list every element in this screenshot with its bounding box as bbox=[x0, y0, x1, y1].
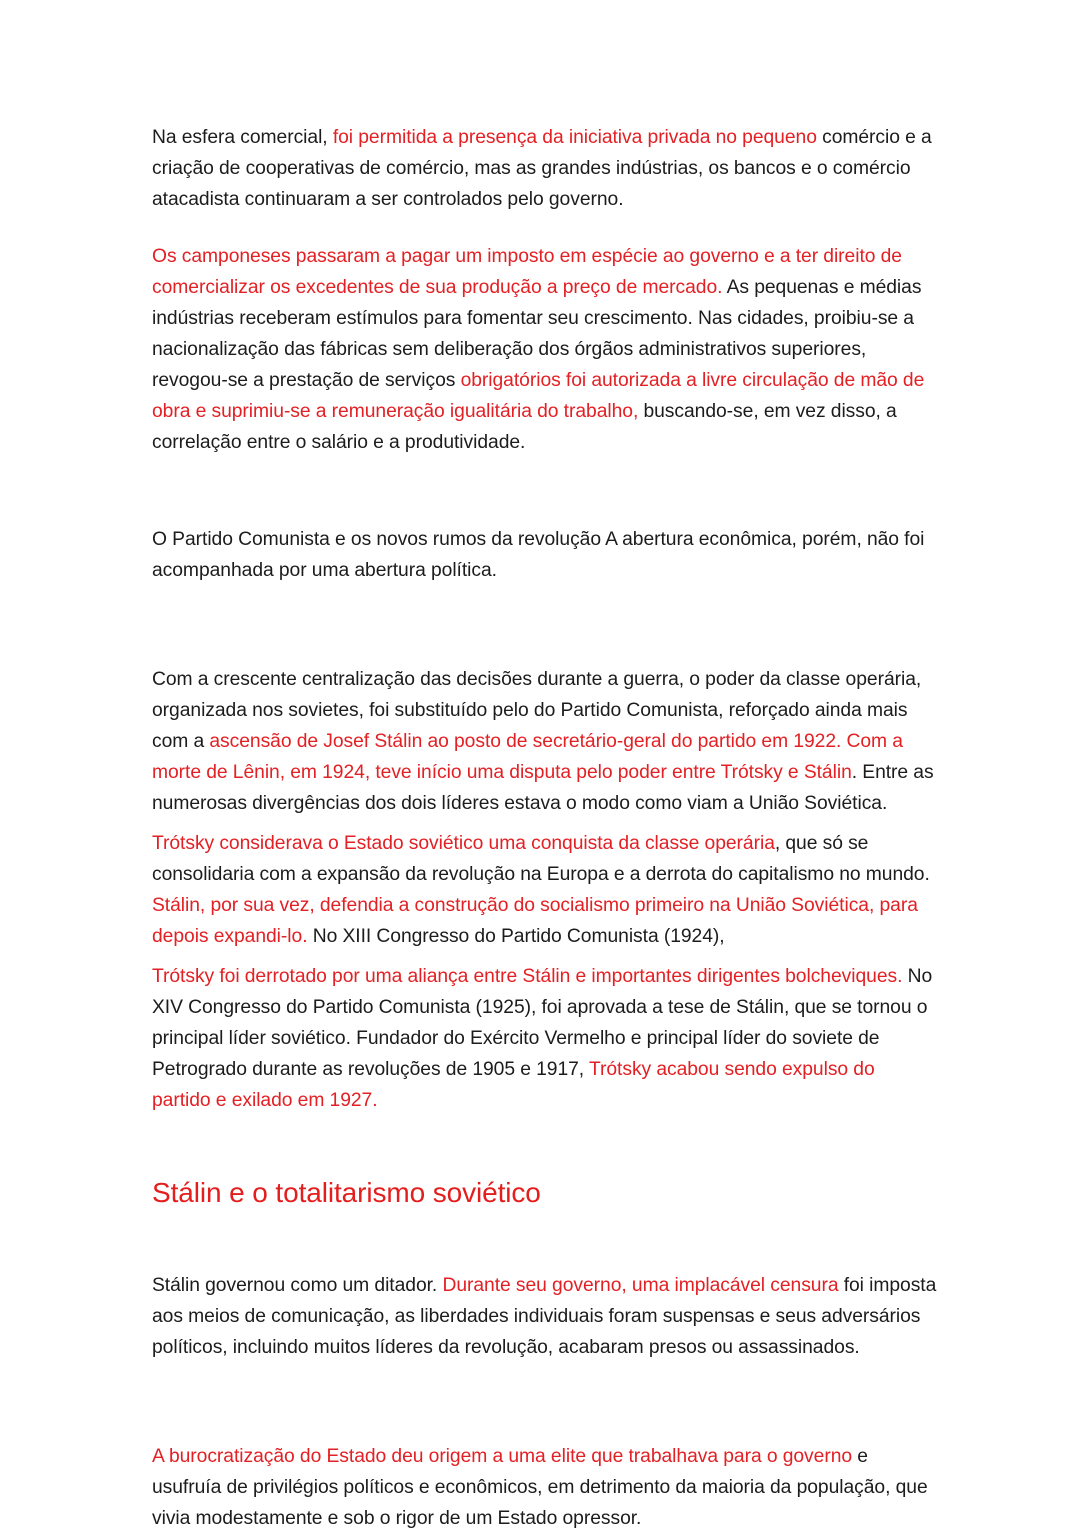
text-run: Na esfera comercial, bbox=[152, 127, 333, 148]
section-spacer bbox=[152, 586, 938, 664]
paragraph-8 bbox=[152, 1441, 938, 1534]
text-run: comércio e a criação de cooperativas de comércio, mas as grandes indústrias, os bancos e o comércio atacadista continuaram a ser controlados pelo governo. bbox=[152, 127, 932, 210]
highlighted-text-run: A burocratização do Estado deu origem a uma elite que trabalhava para o governo bbox=[152, 1446, 853, 1467]
text-run: No XIII Congresso do Partido Comunista (1924), bbox=[307, 926, 725, 947]
highlighted-text-run: ascensão de Josef Stálin ao posto de secretário-geral do partido em 1922. Com a morte de Lênin, em 1924, teve início uma disputa pelo poder entre Trótsky e Stálin bbox=[152, 731, 903, 783]
highlighted-text-run: Stálin, por sua vez, defendia a construção do socialismo primeiro na União Soviética, para depois expandi-lo. bbox=[152, 895, 918, 947]
highlighted-text-run: foi permitida a presença da iniciativa privada no pequeno bbox=[332, 127, 817, 148]
text-run: e usufruía de privilégios políticos e econômicos, em detrimento da maioria da população, que vivia modestamente e sob o rigor de um Estado opressor. bbox=[152, 1446, 928, 1529]
text-run: Com a crescente centralização das decisões durante a guerra, o poder da classe operária, organizada nos sovietes, foi substituído pelo do Partido Comunista, reforçado ainda mais com a bbox=[152, 669, 922, 752]
heading-spacer bbox=[152, 1212, 938, 1270]
highlighted-text-run: Trótsky foi derrotado por uma aliança entre Stálin e importantes dirigentes bolcheviques. bbox=[152, 966, 903, 987]
section-spacer bbox=[152, 1363, 938, 1441]
paragraph-spacer bbox=[152, 215, 938, 241]
text-run: No XIV Congresso do Partido Comunista (1925), foi aprovada a tese de Stálin, que se tornou o principal líder soviético. Fundador do Exército Vermelho e principal líder do soviete de Petrogrado durante as revoluções de 1905 e 1917, bbox=[152, 966, 933, 1080]
paragraph-5 bbox=[152, 828, 938, 952]
section-heading: Stálin e o totalitarismo soviético bbox=[152, 1177, 541, 1208]
highlighted-text-run: Durante seu governo, uma implacável censura bbox=[442, 1275, 839, 1296]
text-run: As pequenas e médias indústrias receberam estímulos para fomentar seu crescimento. Nas cidades, proibiu-se a nacionalização das fábricas sem deliberação dos órgãos administrativos superiores, revogou-se a prestação de serviços bbox=[152, 277, 922, 391]
paragraph-2 bbox=[152, 241, 938, 458]
highlighted-text-run: Os camponeses passaram a pagar um imposto em espécie ao governo e a ter direito de comercializar os excedentes de sua produção a preço de mercado. bbox=[152, 246, 902, 298]
paragraph-4 bbox=[152, 664, 938, 819]
text-run: buscando-se, em vez disso, a correlação entre o salário e a produtividade. bbox=[152, 401, 897, 453]
text-run: foi imposta aos meios de comunicação, as liberdades individuais foram suspensas e seus adversários políticos, incluindo muitos líderes da revolução, acabaram presos ou assassinados. bbox=[152, 1275, 937, 1358]
paragraph-spacer bbox=[152, 819, 938, 828]
heading-spacer bbox=[152, 1116, 938, 1174]
text-run: , que só se consolidaria com a expansão da revolução na Europa e a derrota do capitalismo no mundo. bbox=[152, 833, 930, 885]
highlighted-text-run: obrigatórios foi autorizada a livre circulação de mão de obra e suprimiu-se a remuneração igualitária do trabalho, bbox=[152, 370, 925, 422]
highlighted-text-run: Trótsky considerava o Estado soviético uma conquista da classe operária bbox=[152, 833, 775, 854]
paragraph-7 bbox=[152, 1270, 938, 1363]
paragraph-1 bbox=[152, 122, 938, 215]
paragraph-spacer bbox=[152, 952, 938, 961]
paragraph-3 bbox=[152, 524, 938, 586]
highlighted-text-run: Trótsky acabou sendo expulso do partido e exilado em 1927. bbox=[152, 1059, 875, 1111]
text-run: . Entre as numerosas divergências dos dois líderes estava o modo como viam a União Soviética. bbox=[152, 762, 934, 814]
text-run: O Partido Comunista e os novos rumos da revolução A abertura econômica, porém, não foi acompanhada por uma abertura política. bbox=[152, 529, 925, 581]
text-run: Stálin governou como um ditador. bbox=[152, 1275, 443, 1296]
section-spacer bbox=[152, 458, 938, 524]
document-body bbox=[152, 122, 938, 1534]
paragraph-6 bbox=[152, 961, 938, 1116]
